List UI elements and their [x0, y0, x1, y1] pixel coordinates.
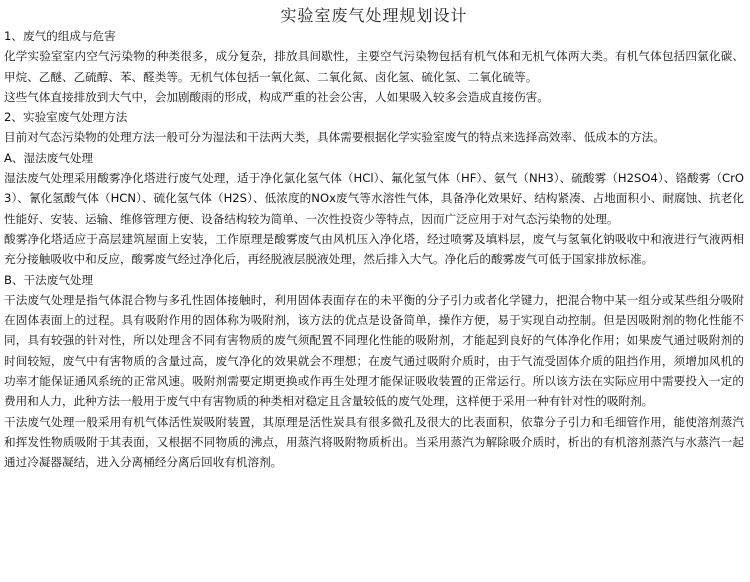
section-1-heading: 1、废气的组成与危害: [4, 29, 116, 43]
section-2-intro: 目前对气态污染物的处理方法一般可分为湿法和干法两大类，具体需要根据化学实验室废气的特点来选择高效率、低成本的方法。: [4, 130, 665, 145]
subsection-a-heading: A、湿法废气处理: [4, 150, 94, 165]
subsection-b-paragraph-1: 干法废气处理是指气体混合物与多孔性固体接触时，利用固体表面存在的未平衡的分子引力或者化学键力，把混合物中某一组分或某些组分吸附在固体表面上的过程。具有吸附作用的固体称为吸附剂，该方法的优点是设备简单，操作方便，易于实现自动控制。但是因吸附剂的物化性能不同，具有较强的针对性，所以处理含不同有害物质的废气须配置不同理化性能的吸附剂，才能起到良好的气体净化作用；如果废气通过吸附剂的时间较短，废气中有害物质的含量过高，废气净化的效果就会不理想；在废气通过吸附介质时，由于气流受固体介质的阻挡作用，须增加风机的功率才能保证通风系统的正常风速。吸附剂需要定期更换或作再生处理才能保证吸收装置的正常运行。所以该方法在实际应用中需要投入一定的费用和人力，此种方法一般用于废气中有害物质的种类相对稳定且含量较低的废气处理，这样便于采用一种有针对性的吸附剂。: [4, 292, 744, 409]
subsection-b-paragraph-2: 干法废气处理一般采用有机气体活性炭吸附装置，其原理是活性炭具有很多微孔及很大的比表面积，依靠分子引力和毛细管作用，能使溶剂蒸汽和挥发性物质吸附于其表面，又根据不同物质的沸点，用蒸汽将吸附物质析出。当采用蒸汽为解除吸介质时，析出的有机溶剂蒸汽与水蒸汽一起通过冷凝器凝结，进入分离桶经分离后回收有机溶剂。: [4, 414, 744, 470]
document-title: 实验室废气处理规划设计: [280, 6, 468, 25]
section-1-paragraph-1: 化学实验室室内空气污染物的种类很多，成分复杂，排放具间歇性，主要空气污染物包括有机气体和无机气体两大类。有机气体包括四氯化碳、甲烷、乙醚、乙硫醇、苯、醛类等。无机气体包括一氧化氮、二氧化氮、卤化氢、硫化氢、二氧化硫等。: [4, 49, 744, 84]
section-2-heading: 2、实验室废气处理方法: [4, 110, 128, 125]
subsection-a-paragraph-2: 酸雾净化塔适应于高层建筑屋面上安装，工作原理是酸雾废气由风机压入净化塔，经过喷雾及填料层，废气与氢氧化钠吸收中和液进行气液两相充分接触吸收中和反应，酸雾废气经过净化后，再经脱液层脱液处理，然后排入大气。净化后的酸雾废气可低于国家排放标准。: [4, 231, 744, 267]
section-1-paragraph-2: 这些气体直接排放到大气中，会加剧酸雨的形成，构成严重的社会公害，人如果吸入较多会造成直接伤害。: [4, 89, 549, 104]
subsection-a-paragraph-1: 湿法废气处理采用酸雾净化塔进行废气处理，适于净化氯化氢气体（HCl）、氟化氢气体（HF）、氨气（NH3）、硫酸雾（H2SO4）、铬酸雾（CrO3）、氰化氢酸气体（HCN）、硫化氢气体（H2S）、低浓度的NOx废气等水溶性气体，具备净化效果好、结构紧凑、占地面积小、耐腐蚀、抗老化性能好、安装、运输、维修管理方便、设备结构较为简单、一次性投资少等特点，因而广泛应用于对气态污染物的处理。: [4, 171, 744, 226]
subsection-b-heading: B、干法废气处理: [4, 272, 94, 287]
